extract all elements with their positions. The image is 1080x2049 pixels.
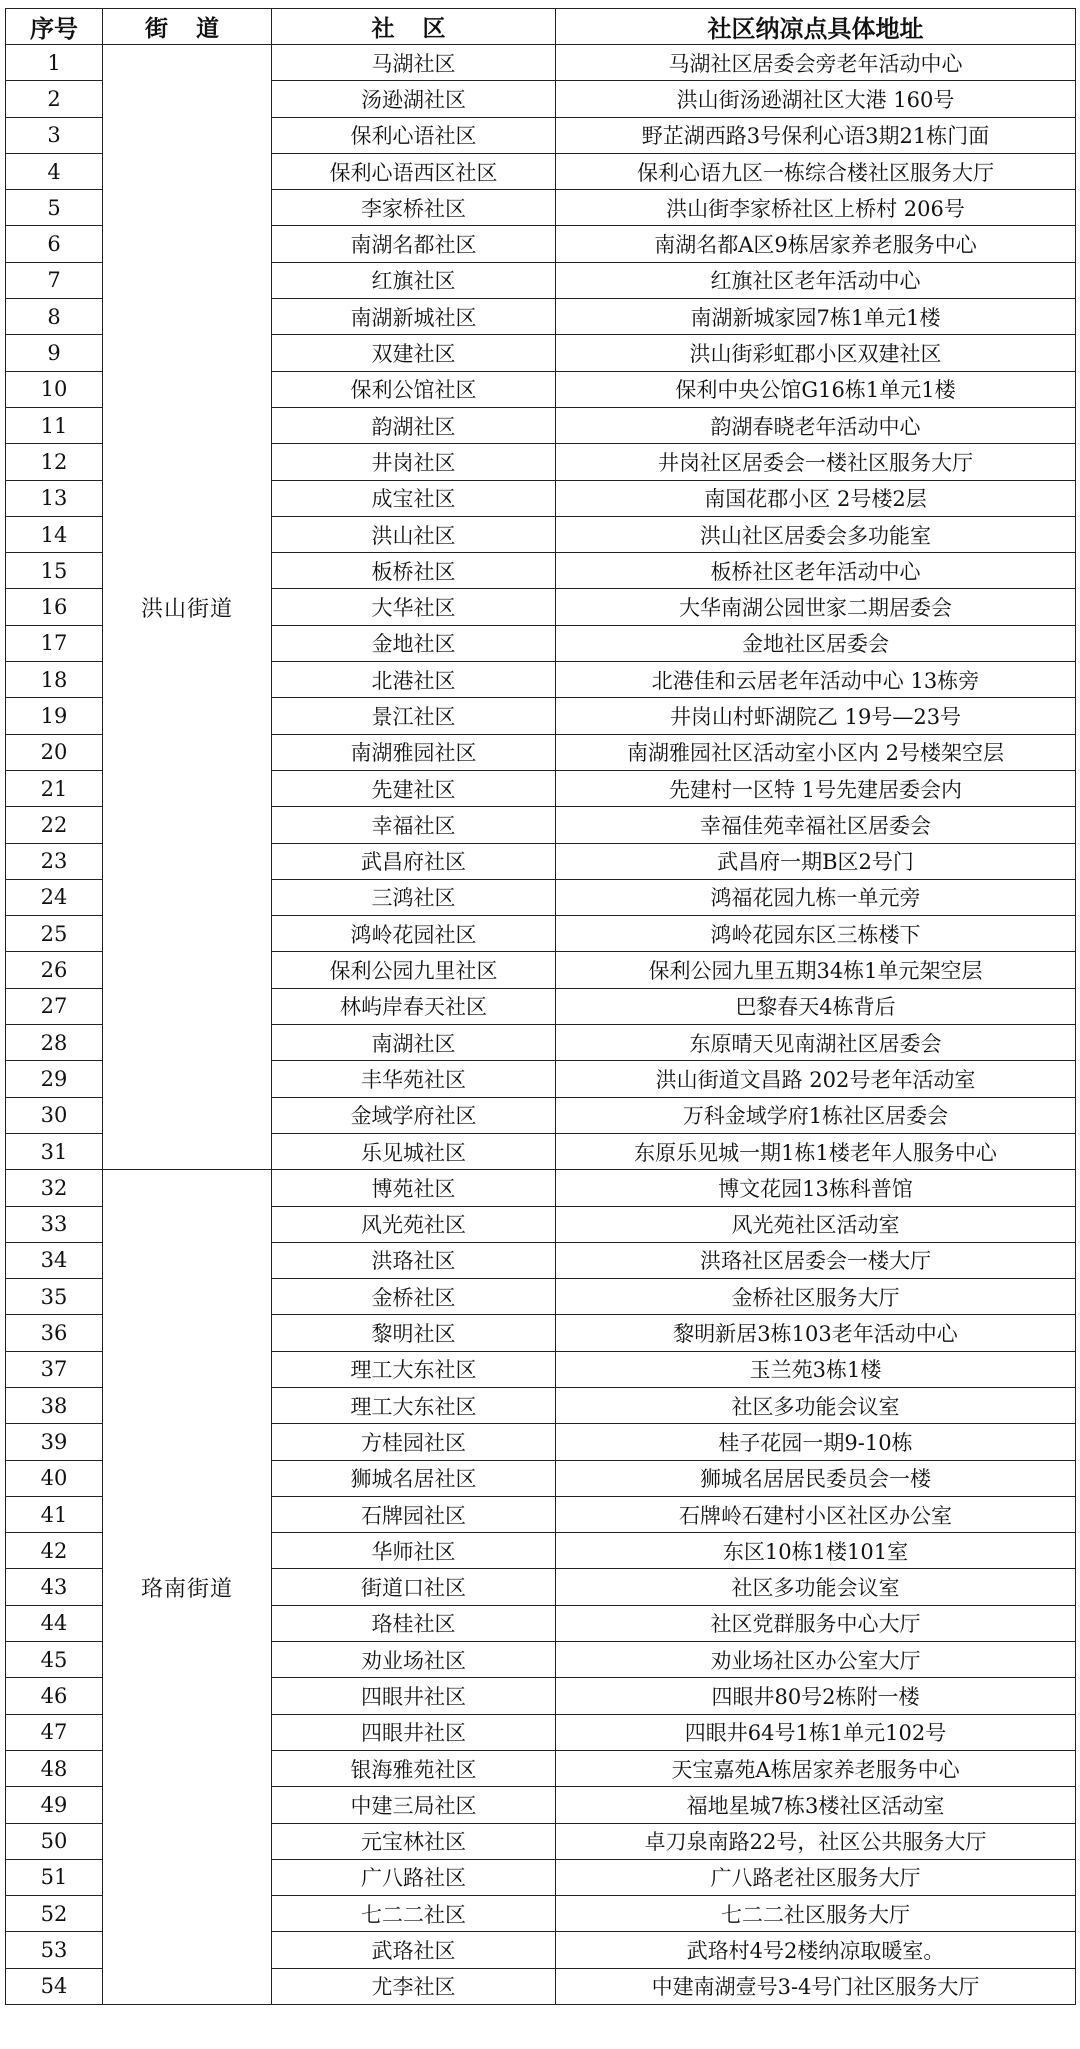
header-address: 社区纳凉点具体地址 bbox=[556, 9, 1076, 45]
row-number: 14 bbox=[6, 516, 103, 552]
community-cell: 金桥社区 bbox=[272, 1279, 556, 1315]
row-number: 8 bbox=[6, 299, 103, 335]
row-number: 4 bbox=[6, 153, 103, 189]
address-cell: 桂子花园一期9-10栋 bbox=[556, 1424, 1076, 1460]
address-cell: 天宝嘉苑A栋居家养老服务中心 bbox=[556, 1750, 1076, 1786]
row-number: 20 bbox=[6, 734, 103, 770]
community-cell: 保利公馆社区 bbox=[272, 371, 556, 407]
community-cell: 丰华苑社区 bbox=[272, 1061, 556, 1097]
address-cell: 博文花园13栋科普馆 bbox=[556, 1170, 1076, 1206]
row-number: 17 bbox=[6, 625, 103, 661]
row-number: 12 bbox=[6, 444, 103, 480]
address-cell: 保利中央公馆G16栋1单元1楼 bbox=[556, 371, 1076, 407]
row-number: 32 bbox=[6, 1170, 103, 1206]
row-number: 47 bbox=[6, 1714, 103, 1750]
row-number: 2 bbox=[6, 81, 103, 117]
community-cell: 风光苑社区 bbox=[272, 1206, 556, 1242]
row-number: 54 bbox=[6, 1968, 103, 2004]
address-cell: 石牌岭石建村小区社区办公室 bbox=[556, 1496, 1076, 1532]
row-number: 18 bbox=[6, 662, 103, 698]
community-cell: 银海雅苑社区 bbox=[272, 1750, 556, 1786]
address-cell: 保利心语九区一栋综合楼社区服务大厅 bbox=[556, 153, 1076, 189]
community-cell: 方桂园社区 bbox=[272, 1424, 556, 1460]
address-cell: 社区多功能会议室 bbox=[556, 1569, 1076, 1605]
address-cell: 社区党群服务中心大厅 bbox=[556, 1605, 1076, 1641]
row-number: 5 bbox=[6, 190, 103, 226]
address-cell: 红旗社区老年活动中心 bbox=[556, 262, 1076, 298]
row-number: 22 bbox=[6, 807, 103, 843]
address-cell: 马湖社区居委会旁老年活动中心 bbox=[556, 45, 1076, 81]
community-cell: 武珞社区 bbox=[272, 1932, 556, 1968]
community-cell: 武昌府社区 bbox=[272, 843, 556, 879]
community-cell: 珞桂社区 bbox=[272, 1605, 556, 1641]
community-cell: 红旗社区 bbox=[272, 262, 556, 298]
header-number: 序号 bbox=[6, 9, 103, 45]
row-number: 7 bbox=[6, 262, 103, 298]
community-cell: 洪珞社区 bbox=[272, 1242, 556, 1278]
address-cell: 东区10栋1楼101室 bbox=[556, 1533, 1076, 1569]
community-cell: 保利公园九里社区 bbox=[272, 952, 556, 988]
row-number: 53 bbox=[6, 1932, 103, 1968]
header-community: 社 区 bbox=[272, 9, 556, 45]
community-cell: 北港社区 bbox=[272, 662, 556, 698]
address-cell: 劝业场社区办公室大厅 bbox=[556, 1642, 1076, 1678]
address-cell: 风光苑社区活动室 bbox=[556, 1206, 1076, 1242]
community-cell: 保利心语社区 bbox=[272, 117, 556, 153]
community-cell: 华师社区 bbox=[272, 1533, 556, 1569]
row-number: 33 bbox=[6, 1206, 103, 1242]
community-cell: 四眼井社区 bbox=[272, 1714, 556, 1750]
row-number: 28 bbox=[6, 1025, 103, 1061]
address-cell: 中建南湖壹号3-4号门社区服务大厅 bbox=[556, 1968, 1076, 2004]
community-cell: 洪山社区 bbox=[272, 516, 556, 552]
community-cell: 保利心语西区社区 bbox=[272, 153, 556, 189]
row-number: 21 bbox=[6, 770, 103, 806]
community-cell: 板桥社区 bbox=[272, 553, 556, 589]
community-cell: 石牌园社区 bbox=[272, 1496, 556, 1532]
address-cell: 板桥社区老年活动中心 bbox=[556, 553, 1076, 589]
row-number: 9 bbox=[6, 335, 103, 371]
row-number: 24 bbox=[6, 879, 103, 915]
address-cell: 洪山街彩虹郡小区双建社区 bbox=[556, 335, 1076, 371]
address-cell: 保利公园九里五期34栋1单元架空层 bbox=[556, 952, 1076, 988]
row-number: 25 bbox=[6, 916, 103, 952]
row-number: 29 bbox=[6, 1061, 103, 1097]
table-row bbox=[6, 1170, 1076, 1206]
community-cell: 元宝林社区 bbox=[272, 1823, 556, 1859]
community-cell: 鸿岭花园社区 bbox=[272, 916, 556, 952]
address-cell: 南湖新城家园7栋1单元1楼 bbox=[556, 299, 1076, 335]
community-cell: 广八路社区 bbox=[272, 1859, 556, 1895]
community-cell: 景江社区 bbox=[272, 698, 556, 734]
row-number: 41 bbox=[6, 1496, 103, 1532]
header-street: 街 道 bbox=[103, 9, 272, 45]
row-number: 23 bbox=[6, 843, 103, 879]
row-number: 45 bbox=[6, 1642, 103, 1678]
address-cell: 黎明新居3栋103老年活动中心 bbox=[556, 1315, 1076, 1351]
address-cell: 野芷湖西路3号保利心语3期21栋门面 bbox=[556, 117, 1076, 153]
row-number: 49 bbox=[6, 1787, 103, 1823]
community-cell: 先建社区 bbox=[272, 770, 556, 806]
row-number: 16 bbox=[6, 589, 103, 625]
row-number: 6 bbox=[6, 226, 103, 262]
address-cell: 南湖雅园社区活动室小区内 2号楼架空层 bbox=[556, 734, 1076, 770]
row-number: 35 bbox=[6, 1279, 103, 1315]
address-cell: 洪山街汤逊湖社区大港 160号 bbox=[556, 81, 1076, 117]
address-cell: 狮城名居居民委员会一楼 bbox=[556, 1460, 1076, 1496]
community-cell: 李家桥社区 bbox=[272, 190, 556, 226]
community-cell: 三鸿社区 bbox=[272, 879, 556, 915]
row-number: 3 bbox=[6, 117, 103, 153]
community-cell: 幸福社区 bbox=[272, 807, 556, 843]
address-cell: 幸福佳苑幸福社区居委会 bbox=[556, 807, 1076, 843]
row-number: 37 bbox=[6, 1351, 103, 1387]
community-cell: 金地社区 bbox=[272, 625, 556, 661]
address-cell: 鸿岭花园东区三栋楼下 bbox=[556, 916, 1076, 952]
community-cell: 成宝社区 bbox=[272, 480, 556, 516]
community-cell: 理工大东社区 bbox=[272, 1351, 556, 1387]
address-cell: 金地社区居委会 bbox=[556, 625, 1076, 661]
address-cell: 洪山街道文昌路 202号老年活动室 bbox=[556, 1061, 1076, 1097]
street-cell: 珞南街道 bbox=[103, 1170, 272, 2005]
address-cell: 井岗山村虾湖院乙 19号—23号 bbox=[556, 698, 1076, 734]
address-cell: 洪山街李家桥社区上桥村 206号 bbox=[556, 190, 1076, 226]
community-cell: 南湖社区 bbox=[272, 1025, 556, 1061]
row-number: 11 bbox=[6, 407, 103, 443]
address-cell: 七二二社区服务大厅 bbox=[556, 1896, 1076, 1932]
address-cell: 东原乐见城一期1栋1楼老年人服务中心 bbox=[556, 1133, 1076, 1169]
community-cell: 四眼井社区 bbox=[272, 1678, 556, 1714]
row-number: 19 bbox=[6, 698, 103, 734]
address-cell: 玉兰苑3栋1楼 bbox=[556, 1351, 1076, 1387]
address-cell: 南国花郡小区 2号楼2层 bbox=[556, 480, 1076, 516]
row-number: 10 bbox=[6, 371, 103, 407]
address-cell: 福地星城7栋3楼社区活动室 bbox=[556, 1787, 1076, 1823]
address-cell: 四眼井80号2栋附一楼 bbox=[556, 1678, 1076, 1714]
row-number: 39 bbox=[6, 1424, 103, 1460]
row-number: 42 bbox=[6, 1533, 103, 1569]
community-cell: 劝业场社区 bbox=[272, 1642, 556, 1678]
community-cell: 中建三局社区 bbox=[272, 1787, 556, 1823]
address-cell: 先建村一区特 1号先建居委会内 bbox=[556, 770, 1076, 806]
row-number: 40 bbox=[6, 1460, 103, 1496]
address-cell: 四眼井64号1栋1单元102号 bbox=[556, 1714, 1076, 1750]
address-cell: 大华南湖公园世家二期居委会 bbox=[556, 589, 1076, 625]
address-cell: 社区多功能会议室 bbox=[556, 1387, 1076, 1423]
row-number: 51 bbox=[6, 1859, 103, 1895]
row-number: 30 bbox=[6, 1097, 103, 1133]
row-number: 15 bbox=[6, 553, 103, 589]
address-cell: 巴黎春天4栋背后 bbox=[556, 988, 1076, 1024]
row-number: 50 bbox=[6, 1823, 103, 1859]
cooling-points-table bbox=[5, 8, 1076, 2005]
community-cell: 林屿岸春天社区 bbox=[272, 988, 556, 1024]
cropped-title-remnant bbox=[5, 0, 1075, 8]
address-cell: 武珞村4号2楼纳凉取暖室。 bbox=[556, 1932, 1076, 1968]
address-cell: 鸿福花园九栋一单元旁 bbox=[556, 879, 1076, 915]
row-number: 52 bbox=[6, 1896, 103, 1932]
table-body bbox=[6, 45, 1076, 2005]
community-cell: 尤李社区 bbox=[272, 1968, 556, 2004]
community-cell: 七二二社区 bbox=[272, 1896, 556, 1932]
community-cell: 韵湖社区 bbox=[272, 407, 556, 443]
community-cell: 南湖名都社区 bbox=[272, 226, 556, 262]
community-cell: 井岗社区 bbox=[272, 444, 556, 480]
row-number: 43 bbox=[6, 1569, 103, 1605]
table-row bbox=[6, 45, 1076, 81]
address-cell: 金桥社区服务大厅 bbox=[556, 1279, 1076, 1315]
address-cell: 南湖名都A区9栋居家养老服务中心 bbox=[556, 226, 1076, 262]
row-number: 13 bbox=[6, 480, 103, 516]
community-cell: 乐见城社区 bbox=[272, 1133, 556, 1169]
community-cell: 街道口社区 bbox=[272, 1569, 556, 1605]
address-cell: 武昌府一期B区2号门 bbox=[556, 843, 1076, 879]
community-cell: 南湖雅园社区 bbox=[272, 734, 556, 770]
row-number: 36 bbox=[6, 1315, 103, 1351]
community-cell: 理工大东社区 bbox=[272, 1387, 556, 1423]
community-cell: 狮城名居社区 bbox=[272, 1460, 556, 1496]
address-cell: 韵湖春晓老年活动中心 bbox=[556, 407, 1076, 443]
row-number: 31 bbox=[6, 1133, 103, 1169]
address-cell: 万科金域学府1栋社区居委会 bbox=[556, 1097, 1076, 1133]
row-number: 26 bbox=[6, 952, 103, 988]
row-number: 44 bbox=[6, 1605, 103, 1641]
address-cell: 东原晴天见南湖社区居委会 bbox=[556, 1025, 1076, 1061]
row-number: 34 bbox=[6, 1242, 103, 1278]
community-cell: 汤逊湖社区 bbox=[272, 81, 556, 117]
address-cell: 卓刀泉南路22号，社区公共服务大厅 bbox=[556, 1823, 1076, 1859]
address-cell: 井岗社区居委会一楼社区服务大厅 bbox=[556, 444, 1076, 480]
community-cell: 黎明社区 bbox=[272, 1315, 556, 1351]
street-cell: 洪山街道 bbox=[103, 45, 272, 1170]
row-number: 1 bbox=[6, 45, 103, 81]
row-number: 38 bbox=[6, 1387, 103, 1423]
address-cell: 北港佳和云居老年活动中心 13栋旁 bbox=[556, 662, 1076, 698]
community-cell: 南湖新城社区 bbox=[272, 299, 556, 335]
row-number: 48 bbox=[6, 1750, 103, 1786]
row-number: 27 bbox=[6, 988, 103, 1024]
community-cell: 大华社区 bbox=[272, 589, 556, 625]
row-number: 46 bbox=[6, 1678, 103, 1714]
community-cell: 金域学府社区 bbox=[272, 1097, 556, 1133]
address-cell: 洪山社区居委会多功能室 bbox=[556, 516, 1076, 552]
address-cell: 洪珞社区居委会一楼大厅 bbox=[556, 1242, 1076, 1278]
community-cell: 双建社区 bbox=[272, 335, 556, 371]
address-cell: 广八路老社区服务大厅 bbox=[556, 1859, 1076, 1895]
community-cell: 博苑社区 bbox=[272, 1170, 556, 1206]
community-cell: 马湖社区 bbox=[272, 45, 556, 81]
header-row bbox=[6, 9, 1076, 45]
table-header bbox=[6, 9, 1076, 45]
